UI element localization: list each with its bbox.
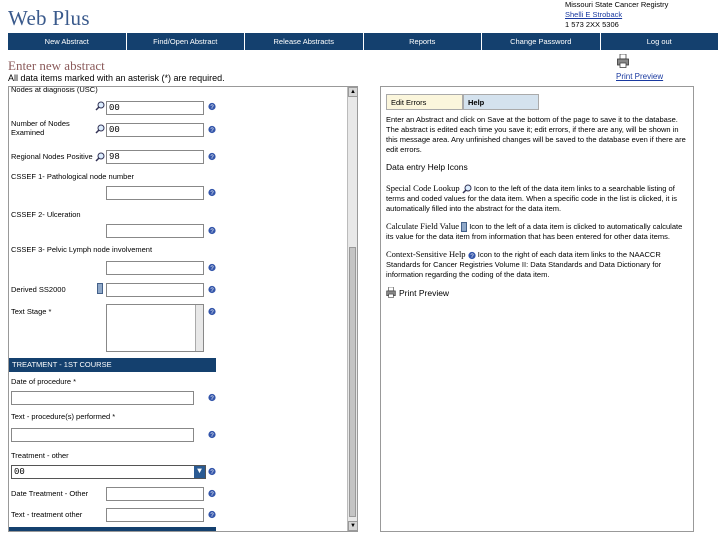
- scroll-down-arrow[interactable]: ▼: [348, 521, 358, 531]
- help-icon[interactable]: [208, 188, 216, 197]
- svg-text:?: ?: [210, 492, 214, 498]
- help-icon[interactable]: [208, 393, 216, 402]
- help-icon[interactable]: [208, 285, 216, 294]
- registry-name: Missouri State Cancer Registry: [565, 0, 669, 9]
- magnifier-icon[interactable]: [95, 124, 105, 134]
- nav-release-abstracts[interactable]: Release Abstracts: [245, 33, 364, 50]
- magnifier-icon[interactable]: [95, 152, 105, 162]
- help-intro: Enter an Abstract and click on Save at the bottom of the page to save it to the database. The abstract is edited each time you save it; edit errors, if there are any, will be shown in this message area. Any unfinished changes will be saved to the database even if there are edit errors.: [386, 115, 686, 154]
- scroll-up-arrow[interactable]: ▲: [348, 87, 358, 97]
- scroll-thumb[interactable]: [349, 247, 356, 517]
- printer-icon[interactable]: [617, 54, 629, 68]
- printer-icon: [386, 287, 396, 298]
- svg-text:?: ?: [210, 266, 214, 272]
- help-icon[interactable]: [208, 430, 216, 439]
- account-info: [565, 0, 668, 30]
- svg-text:?: ?: [210, 310, 214, 316]
- treatment-other-value: 00: [14, 467, 25, 477]
- calculator-icon: [461, 222, 467, 232]
- treatment-section-header: TREATMENT - 1ST COURSE: [9, 358, 216, 372]
- nav-reports[interactable]: Reports: [364, 33, 483, 50]
- field-label: Date of procedure *: [11, 377, 77, 386]
- app-logo: Web Plus: [8, 6, 90, 30]
- help-icon[interactable]: [208, 102, 216, 111]
- help-text: Icon to the right of each data item links to the NAACCR Standards for Cancer Registries Volume II: Data Standards and Data Dictionary for information regarding the coding of the data item.: [386, 250, 662, 280]
- help-term: Calculate Field Value: [386, 221, 460, 232]
- abstract-form: [8, 86, 358, 532]
- help-item-context: [386, 249, 686, 280]
- help-content: [386, 115, 686, 298]
- help-icon[interactable]: [208, 152, 216, 161]
- help-tabs: [386, 94, 539, 110]
- dropdown-arrow-icon[interactable]: ▼: [194, 466, 205, 478]
- field-label: Nodes at diagnosis (USC): [11, 86, 98, 94]
- svg-text:?: ?: [210, 433, 214, 439]
- svg-text:?: ?: [210, 470, 214, 476]
- user-link[interactable]: Shelli E Stroback: [565, 10, 623, 19]
- svg-text:?: ?: [210, 229, 214, 235]
- treatment-other-text-input[interactable]: [106, 508, 204, 522]
- field-label: Derived SS2000: [11, 285, 66, 294]
- field-label: Date Treatment - Other: [11, 489, 89, 498]
- nav-find-open-abstract[interactable]: Find/Open Abstract: [127, 33, 246, 50]
- help-print-preview[interactable]: [386, 287, 686, 298]
- regional-nodes-positive-input[interactable]: 98: [106, 150, 204, 164]
- svg-text:?: ?: [210, 155, 214, 161]
- print-preview-link[interactable]: Print Preview: [616, 72, 664, 81]
- field-label: CSSEF 1- Pathological node number: [11, 172, 134, 181]
- help-icon[interactable]: [208, 226, 216, 235]
- magnifier-icon: [462, 184, 472, 194]
- treatment-other-select[interactable]: [11, 465, 206, 479]
- svg-text:?: ?: [210, 288, 214, 294]
- nav-new-abstract[interactable]: New Abstract: [8, 33, 127, 50]
- main-nav: [8, 33, 718, 50]
- help-term: Context-Sensitive Help: [386, 249, 466, 260]
- cssef3-input[interactable]: [106, 261, 204, 275]
- help-icon[interactable]: [208, 467, 216, 476]
- required-note: All data items marked with an asterisk (*) are required.: [8, 73, 225, 83]
- nav-log-out[interactable]: Log out: [646, 37, 672, 46]
- tab-help[interactable]: Help: [463, 94, 539, 110]
- procedure-text-input[interactable]: [11, 428, 194, 442]
- svg-text:?: ?: [210, 128, 214, 134]
- textarea-scrollbar[interactable]: [195, 305, 203, 351]
- field-label: Text - treatment other: [11, 510, 83, 519]
- field-label: Treatment - other: [11, 451, 69, 460]
- help-item-calculate: [386, 221, 686, 242]
- svg-text:?: ?: [210, 396, 214, 402]
- derived-ss2000-input[interactable]: [106, 283, 204, 297]
- help-heading: Data entry Help Icons: [386, 162, 468, 172]
- form-scrollbar[interactable]: [347, 87, 357, 531]
- date-treatment-other-input[interactable]: [106, 487, 204, 501]
- field-label: Text Stage *: [11, 307, 52, 316]
- field-label: CSSEF 2- Ulceration: [11, 210, 81, 219]
- help-text: Icon to the left of the data item links to a searchable listing of terms and coded values for the data item. When a specific code in the list is clicked, it is automatically filled into the abstract for the data item.: [386, 184, 677, 214]
- help-icon[interactable]: [208, 307, 216, 316]
- cssef1-input[interactable]: [106, 186, 204, 200]
- help-icon[interactable]: [208, 489, 216, 498]
- help-icon[interactable]: [208, 263, 216, 272]
- next-section-header: [9, 527, 216, 532]
- svg-text:?: ?: [469, 253, 474, 260]
- help-icon: [468, 251, 476, 260]
- help-item-lookup: [386, 183, 686, 214]
- text-stage-textarea[interactable]: [106, 304, 204, 352]
- page-title: Enter new abstract: [8, 58, 105, 73]
- field-label: Text - procedure(s) performed *: [11, 412, 116, 421]
- help-text: Icon to the left of a data item is clicked to automatically calculate its value for the data item from information that has been entered for other data items.: [386, 222, 683, 242]
- field-label: Regional Nodes Positive: [11, 152, 93, 161]
- date-of-procedure-input[interactable]: [11, 391, 194, 405]
- calculator-icon[interactable]: [97, 283, 103, 294]
- help-icon[interactable]: [208, 125, 216, 134]
- phone-number: 1 573 2XX 5306: [565, 20, 619, 29]
- nodes-at-diagnosis-input[interactable]: 00: [106, 101, 204, 115]
- help-panel: [380, 86, 694, 532]
- svg-text:?: ?: [210, 513, 214, 519]
- help-print-label: Print Preview: [399, 287, 450, 298]
- help-term: Special Code Lookup: [386, 183, 460, 193]
- cssef2-input[interactable]: [106, 224, 204, 238]
- svg-text:?: ?: [210, 105, 214, 111]
- nav-change-password[interactable]: Change Password: [482, 33, 601, 50]
- svg-text:?: ?: [210, 191, 214, 197]
- magnifier-icon[interactable]: [95, 101, 105, 111]
- field-label: CSSEF 3- Pelvic Lymph node involvement: [11, 245, 153, 254]
- tab-edit-errors[interactable]: Edit Errors: [386, 94, 463, 110]
- field-label: Number of Nodes Examined: [11, 119, 70, 137]
- help-icon[interactable]: [208, 510, 216, 519]
- nodes-examined-input[interactable]: 00: [106, 123, 204, 137]
